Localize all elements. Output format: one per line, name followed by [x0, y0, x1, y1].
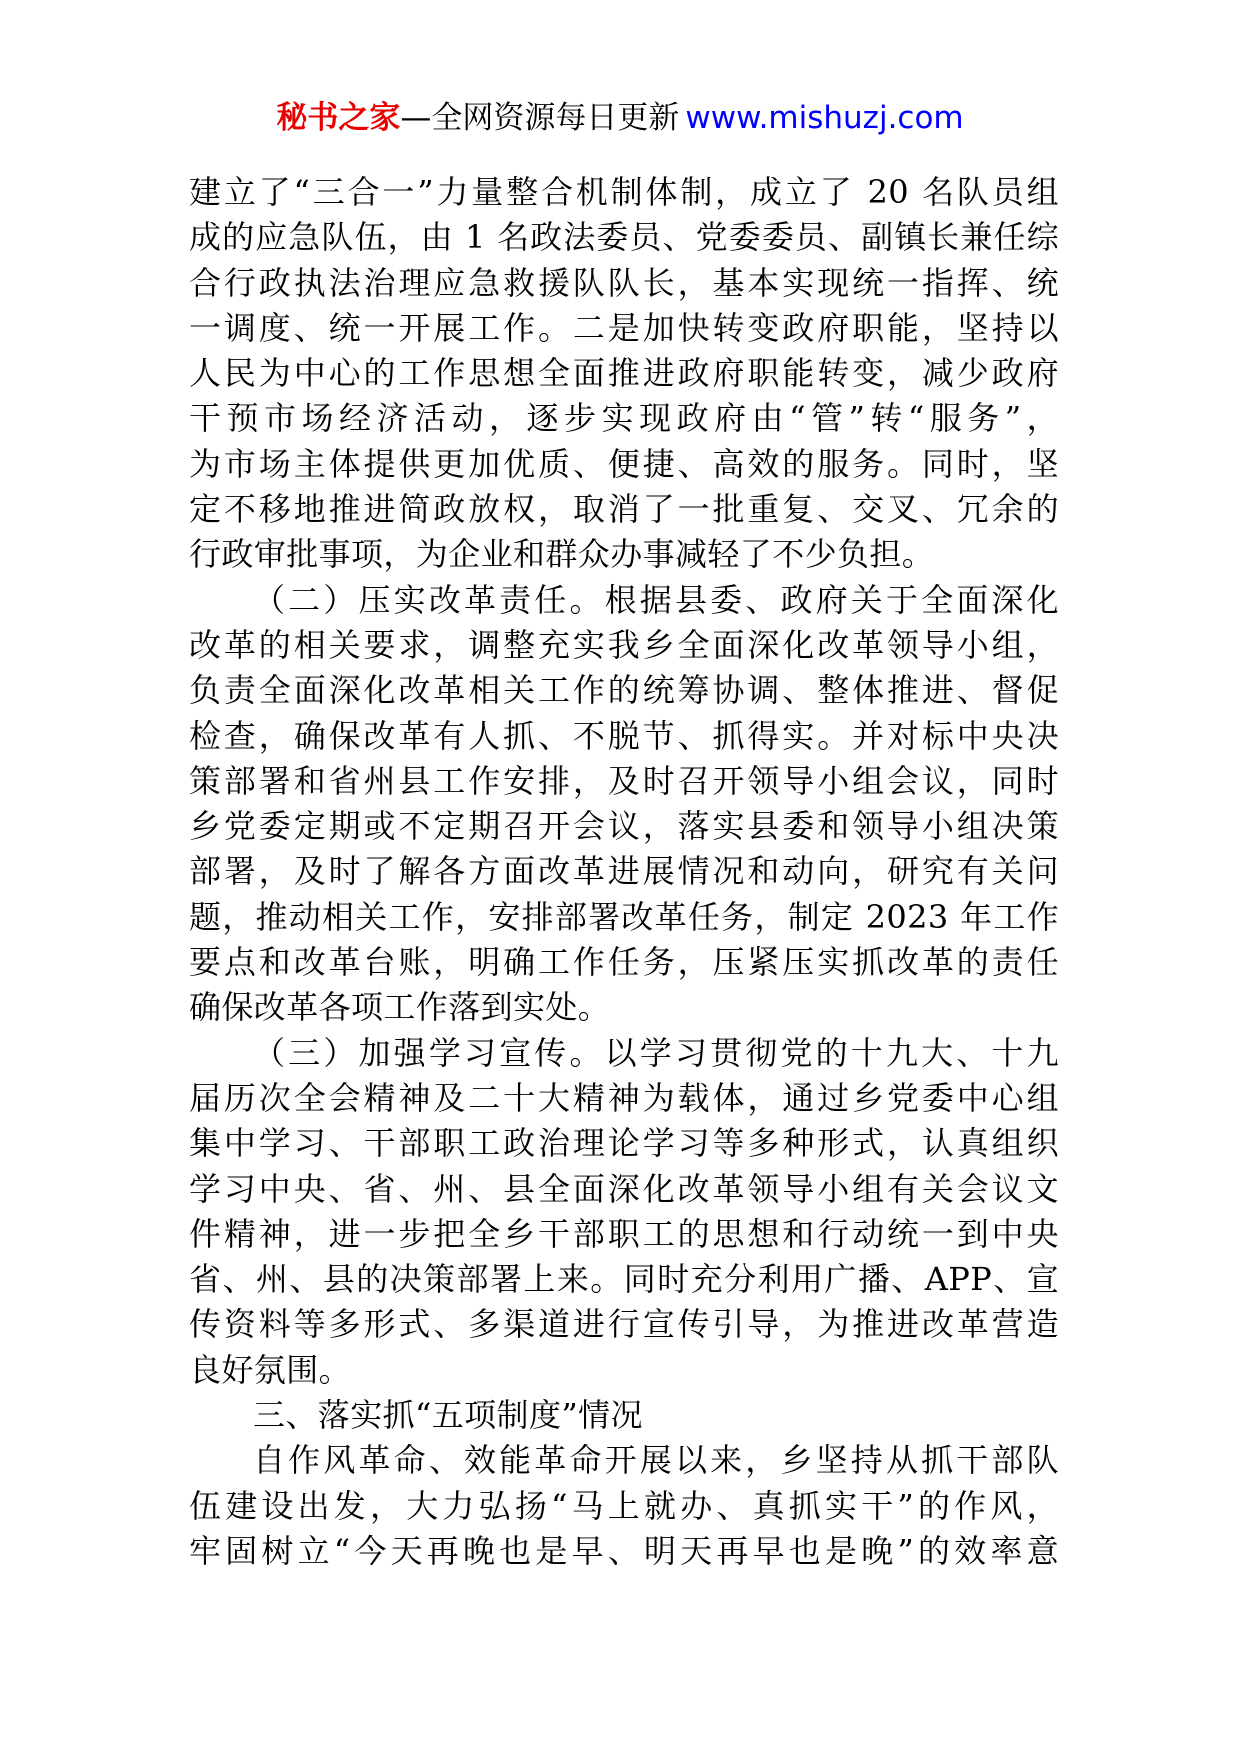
text-line: 合行政执法治理应急救援队队长，基本实现统一指挥、统 [189, 263, 1059, 302]
text-line: 行政审批事项，为企业和群众办事减轻了不少负担。 [189, 535, 935, 574]
text-line: 届历次全会精神及二十大精神为载体，通过乡党委中心组 [189, 1078, 1059, 1117]
text-line: （三）加强学习宣传。以学习贯彻党的十九大、十九 [253, 1033, 1059, 1072]
text-line: 改革的相关要求，调整充实我乡全面深化改革领导小组， [189, 625, 1059, 664]
header-url-link[interactable]: www.mishuzj.com [685, 100, 964, 136]
text-line: 负责全面深化改革相关工作的统筹协调、整体推进、督促 [189, 671, 1059, 710]
text-line: 为市场主体提供更加优质、便捷、高效的服务。同时，坚 [189, 444, 1059, 483]
text-line: 学习中央、省、州、县全面深化改革领导小组有关会议文 [189, 1169, 1059, 1208]
text-line: 三、落实抓“五项制度”情况 [253, 1396, 643, 1435]
text-line: 检查，确保改革有人抓、不脱节、抓得实。并对标中央决 [189, 716, 1059, 755]
document-body [189, 170, 1059, 1574]
text-line: 集中学习、干部职工政治理论学习等多种形式，认真组织 [189, 1124, 1059, 1163]
text-line: 定不移地推进简政放权，取消了一批重复、交叉、冗余的 [189, 490, 1059, 529]
text-line: 题，推动相关工作，安排部署改革任务，制定 2023 年工作 [189, 897, 1059, 936]
text-line: 良好氛围。 [189, 1350, 352, 1389]
text-line: 一调度、统一开展工作。二是加快转变政府职能，坚持以 [189, 308, 1059, 347]
text-line: 传资料等多形式、多渠道进行宣传引导，为推进改革营造 [189, 1305, 1059, 1344]
text-line: 部署，及时了解各方面改革进展情况和动向，研究有关问 [189, 852, 1059, 891]
text-line: 要点和改革台账，明确工作任务，压紧压实抓改革的责任 [189, 943, 1059, 982]
text-line: 策部署和省州县工作安排，及时召开领导小组会议，同时 [189, 761, 1059, 800]
page-header [0, 98, 1240, 138]
text-line: 自作风革命、效能革命开展以来，乡坚持从抓干部队 [253, 1441, 1059, 1480]
text-line: 牢固树立“今天再晚也是早、明天再早也是晚”的效率意 [189, 1531, 1059, 1570]
text-line: 省、州、县的决策部署上来。同时充分利用广播、APP、宣 [189, 1260, 1059, 1299]
text-line: （二）压实改革责任。根据县委、政府关于全面深化 [253, 580, 1059, 619]
text-line: 人民为中心的工作思想全面推进政府职能转变，减少政府 [189, 354, 1059, 393]
text-line: 件精神，进一步把全乡干部职工的思想和行动统一到中央 [189, 1214, 1059, 1253]
header-brand: 秘书之家 [276, 100, 401, 136]
text-line: 伍建设出发，大力弘扬“马上就办、真抓实干”的作风， [189, 1486, 1059, 1525]
header-tagline: —全网资源每日更新 [400, 100, 680, 136]
text-line: 确保改革各项工作落到实处。 [189, 988, 611, 1027]
text-line: 干预市场经济活动，逐步实现政府由“管”转“服务”， [189, 399, 1059, 438]
text-line: 乡党委定期或不定期召开会议，落实县委和领导小组决策 [189, 807, 1059, 846]
text-line: 建立了“三合一”力量整合机制体制，成立了 20 名队员组 [189, 173, 1059, 211]
text-line: 成的应急队伍，由 1 名政法委员、党委委员、副镇长兼任综 [189, 218, 1059, 257]
